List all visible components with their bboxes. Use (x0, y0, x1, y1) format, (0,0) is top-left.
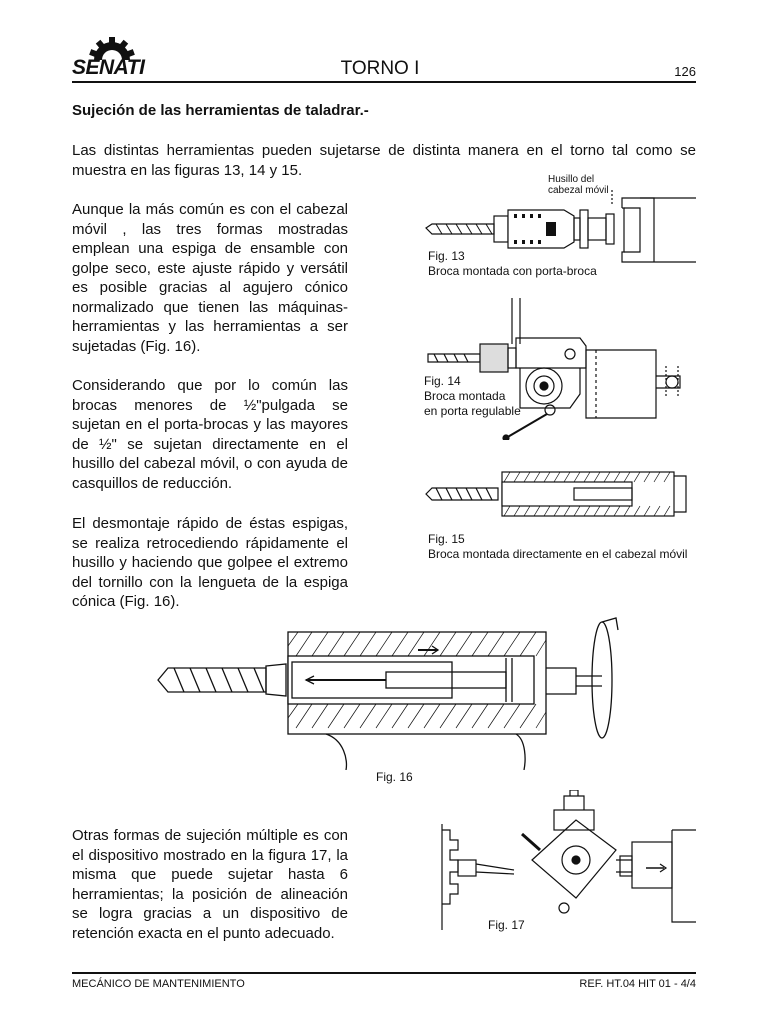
footer-rule (72, 972, 696, 974)
fig13-annotation-line-2: cabezal móvil (548, 185, 609, 196)
fig17-label: Fig. 17 (488, 918, 525, 932)
fig13-annotation-line-1: Husillo del (548, 174, 595, 185)
paragraph-1: Aunque la más común es con el cabezal móvil , las tres formas mostradas emplean una espiga de ensamble con golpe seco, este ajuste rápido y versátil es posible gracias al agujero cónico normalizado que tienen las máquinas-herramientas y las herramientas a ser sujetadas (Fig. 16). (72, 201, 348, 355)
paragraph-4: Otras formas de sujeción múltiple es con el dispositivo mostrado en la figura 17, la misma que puede sujetar hasta 6 herramientas; la posición de alineación se logra gracias a un dispositivo de retención exacta en el punto adecuado. (72, 827, 348, 942)
fig15-drawing (424, 466, 696, 526)
figure-13 (424, 174, 696, 280)
figure-14 (420, 298, 696, 440)
fig13-caption: Broca montada con porta-broca (428, 264, 597, 278)
paragraph-3: El desmontaje rápido de éstas espigas, se realiza retrocediendo rápidamente el husillo y haciendo que golpee el extremo del tornillo con la lengueta de la espiga cónica (Fig. 16). (72, 515, 348, 610)
fig16-label: Fig. 16 (376, 770, 413, 784)
fig14-label: Fig. 14 (424, 374, 461, 388)
figure-15 (424, 466, 696, 566)
footer-right: REF. HT.04 HIT 01 - 4/4 (579, 978, 696, 990)
fig14-drawing (420, 298, 696, 440)
fig14-caption-line-1: Broca montada (424, 389, 506, 403)
fig14-caption-line-2: en porta regulable (424, 404, 521, 418)
intro-paragraph: Las distintas herramientas pueden sujetarse de distinta manera en el torno tal como se muestra en las figuras 13, 14 y 15. (72, 142, 696, 179)
footer-left: MECÁNICO DE MANTENIMIENTO (72, 978, 245, 990)
fig16-drawing (156, 610, 636, 770)
fig13-label: Fig. 13 (428, 249, 465, 263)
figure-17 (436, 790, 696, 950)
paragraph-2: Considerando que por lo común las brocas menores de ½"pulgada se sujetan en el porta-brocas y las mayores de ½" se sujetan directamente en el husillo del cabezal móvil, o con ayuda de casquillos de reducción. (72, 377, 348, 492)
header-rule (72, 81, 696, 83)
section-title: Sujeción de las herramientas de taladrar.- (72, 102, 369, 119)
logo-text: SENATI (72, 56, 145, 79)
page-number: 126 (674, 64, 696, 79)
header-title: TORNO I (340, 58, 420, 79)
figure-16 (156, 610, 636, 786)
fig17-drawing (436, 790, 696, 940)
senati-logo (72, 36, 164, 80)
fig15-label: Fig. 15 (428, 532, 465, 546)
fig15-caption: Broca montada directamente en el cabezal móvil (428, 547, 688, 561)
